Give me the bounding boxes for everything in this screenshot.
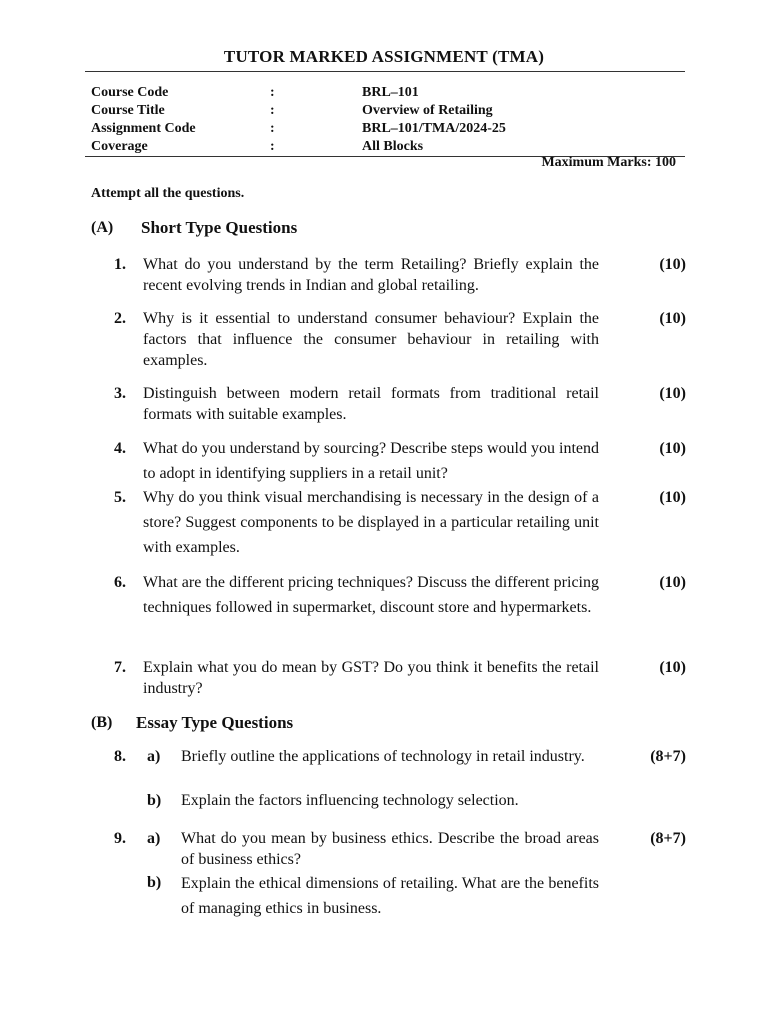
question-number: 4. [114,440,126,457]
meta-colon: : [270,85,275,100]
meta-colon: : [270,139,275,154]
question-number: 6. [114,574,126,591]
question-marks: (10) [659,440,686,457]
section-a-title: Short Type Questions [141,218,298,237]
question-marks: (8+7) [650,830,686,847]
subpart-label: a) [147,748,161,765]
meta-label-course-code: Course Code [91,85,169,100]
question-number: 5. [114,489,126,506]
question-text: What are the different pricing techniques? Discuss the different pricing techniques followed in supermarket, discount store and hypermarkets. [143,574,599,616]
question-text: Why do you think visual merchandising is necessary in the design of a store? Suggest components to be displayed in a particular retailing unit with examples. [143,489,599,556]
question-text: What do you understand by the term Retailing? Briefly explain the recent evolving trends in Indian and global retailing. [143,256,599,294]
question-number: 1. [114,256,126,273]
subpart-text: Briefly outline the applications of technology in retail industry. [181,748,585,765]
meta-value-coverage: All Blocks [362,139,424,154]
question-number: 9. [114,830,126,847]
document-title: TUTOR MARKED ASSIGNMENT (TMA) [223,47,545,66]
question-marks: (10) [659,489,686,506]
question-text: Distinguish between modern retail formats from traditional retail formats with suitable examples. [143,385,599,423]
meta-colon: : [270,121,275,136]
meta-colon: : [270,103,275,118]
question-marks: (10) [659,310,686,327]
question-marks: (10) [659,659,686,676]
maximum-marks: Maximum Marks: 100 [541,155,676,170]
header-rule-top [85,71,685,72]
question-marks: (10) [659,574,686,591]
subpart-text: Explain the factors influencing technology selection. [181,792,519,809]
instruction-text: Attempt all the questions. [91,186,245,201]
section-b-letter: (B) [91,714,113,731]
question-marks: (10) [659,256,686,273]
question-number: 7. [114,659,126,676]
meta-value-assignment-code: BRL–101/TMA/2024-25 [362,121,506,136]
question-number: 8. [114,748,126,765]
meta-label-assignment-code: Assignment Code [91,121,196,136]
subpart-label: b) [147,874,162,891]
meta-value-course-code: BRL–101 [362,85,419,100]
meta-label-coverage: Coverage [91,139,148,154]
meta-value-course-title: Overview of Retailing [362,103,493,118]
question-marks: (10) [659,385,686,402]
meta-label-course-title: Course Title [91,103,165,118]
question-number: 3. [114,385,126,402]
question-number: 2. [114,310,126,327]
question-text: What do you understand by sourcing? Describe steps would you intend to adopt in identifying suppliers in a retail unit? [143,440,599,482]
question-text: Why is it essential to understand consumer behaviour? Explain the factors that influence the consumer behaviour in retailing with examples. [143,310,599,369]
subpart-text: Explain the ethical dimensions of retailing. What are the benefits of managing ethics in business. [181,875,599,917]
subpart-label: b) [147,792,162,809]
question-marks: (8+7) [650,748,686,765]
subpart-text: What do you mean by business ethics. Describe the broad areas of business ethics? [181,830,599,868]
section-a-letter: (A) [91,219,114,236]
section-b-title: Essay Type Questions [136,713,294,732]
question-text: Explain what you do mean by GST? Do you think it benefits the retail industry? [143,659,599,697]
subpart-label: a) [147,830,161,847]
